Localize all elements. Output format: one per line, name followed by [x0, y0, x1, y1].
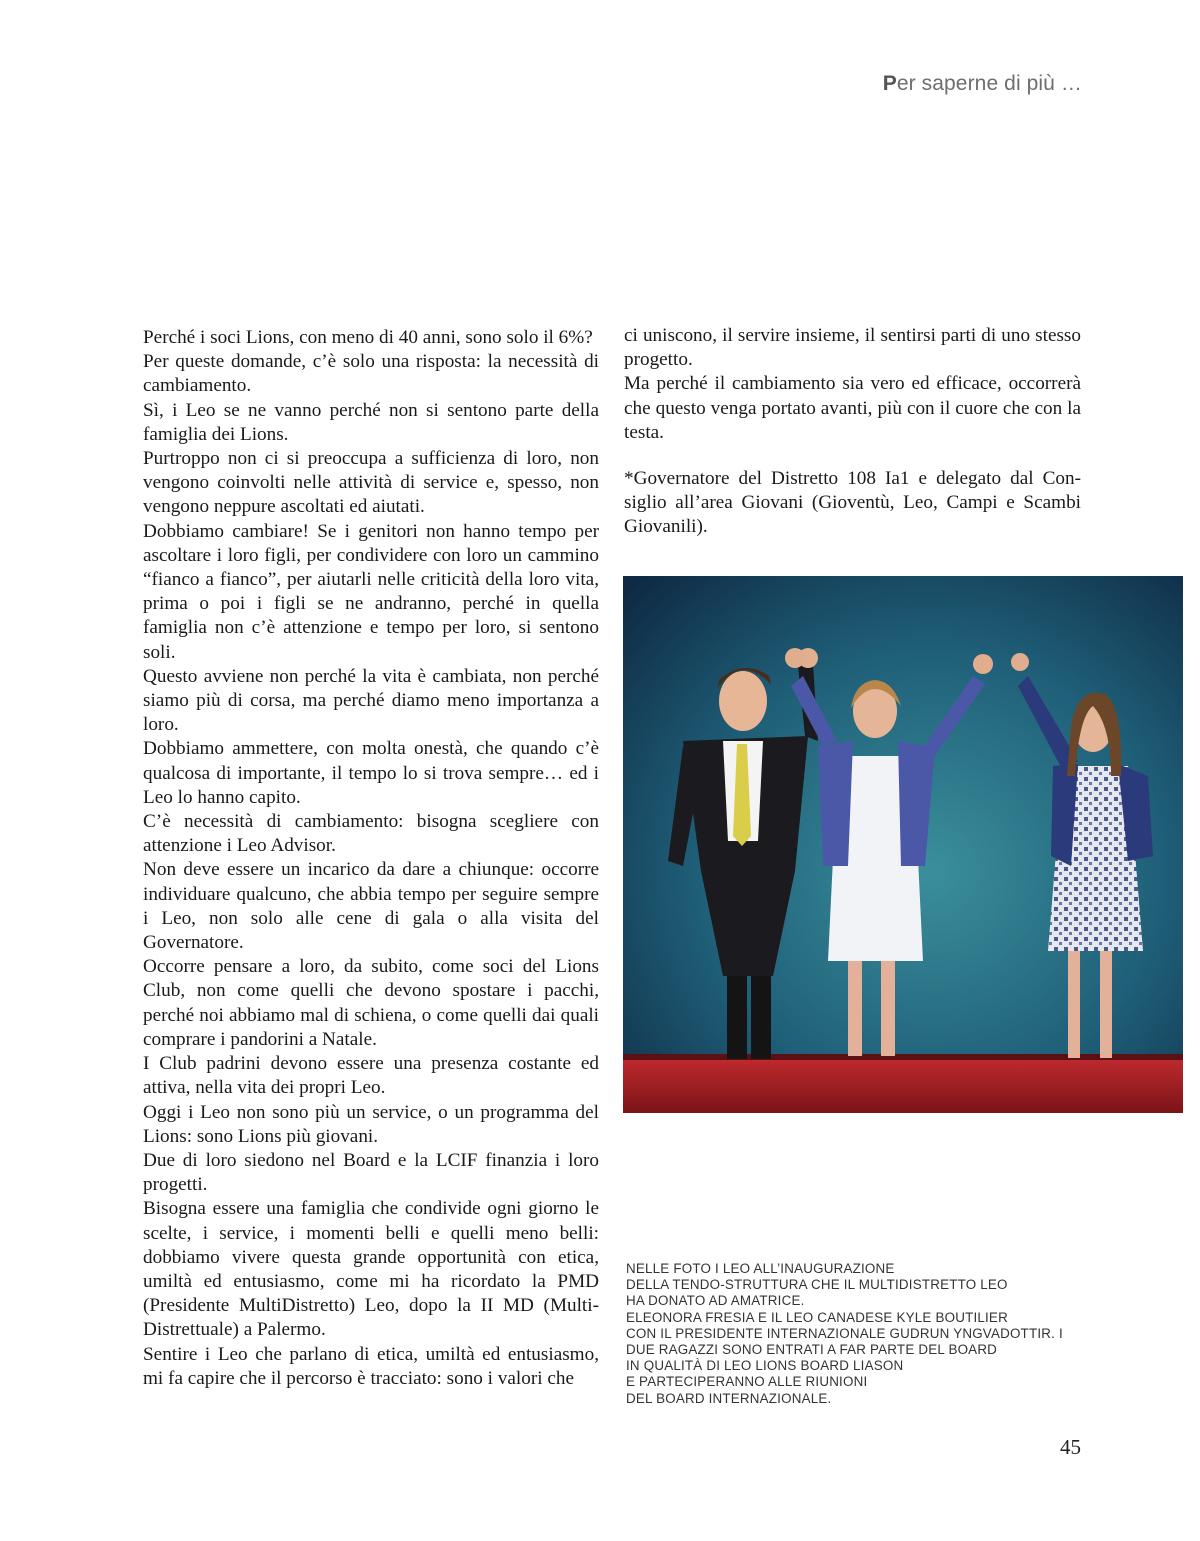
- running-header-text: er saperne di più …: [896, 72, 1082, 95]
- article-paragraph: Per queste domande, c’è solo una risposta: la necessità di cambiamento.: [143, 351, 599, 397]
- article-paragraph: Purtroppo non ci si preoccupa a sufficienza di loro, non vengono coinvolti nelle attività di service e, spesso, non vengono neppure ascoltati ed aiutati.: [143, 448, 599, 518]
- article-paragraph: Bisogna essere una famiglia che condivide ogni giorno le scelte, i service, i momenti belli e quelli meno belli: dobbiamo vivere questa grande opportunità con etica, umiltà ed entusiasmo, come mi ha ricordato la PMD (Presidente MultiDistretto) Leo, dopo la II MD (MultiDistrettuale) a Palermo.: [143, 1198, 599, 1341]
- paragraph-spacer: [624, 445, 1081, 467]
- page-number: 45: [1060, 1435, 1081, 1459]
- article-paragraph: Due di loro siedono nel Board e la LCIF finanzia i loro progetti.: [143, 1149, 599, 1196]
- article-paragraph: Questo avviene non perché la vita è cambiata, non perché siamo più di corsa, ma perché diamo meno importanza a loro.: [143, 665, 599, 736]
- photo-caption: [626, 1261, 1096, 1407]
- caption-line: E PARTECIPERANNO ALLE RIUNIONI: [626, 1374, 868, 1390]
- caption-line: IN QUALITÀ DI LEO LIONS BOARD LIASON: [626, 1358, 904, 1374]
- article-paragraph: Oggi i Leo non sono più un service, o un programma del Lions: sono Lions più giovani.: [143, 1101, 599, 1147]
- photo-stage: [623, 1058, 1183, 1113]
- photo-leo-on-stage: [623, 576, 1183, 1113]
- article-paragraph: I Club padrini devono essere una presenza costante ed attiva, nella vita dei propri Leo.: [143, 1053, 599, 1099]
- caption-line: DEL BOARD INTERNAZIONALE.: [626, 1390, 832, 1406]
- article-left-column: [143, 326, 599, 1391]
- article-paragraph: Ma perché il cambiamento sia vero ed efficace, occorrerà che questo venga portato avanti, più con il cuore che con la testa.: [624, 373, 1081, 443]
- caption-line: ELEONORA FRESIA E IL LEO CANADESE KYLE BOUTILIER: [626, 1309, 1008, 1325]
- caption-line: HA DONATO AD AMATRICE.: [626, 1293, 805, 1309]
- article-paragraph: Dobbiamo ammettere, con molta onestà, che quando c’è qualcosa di importante, il tempo lo si trova sempre… ed i Leo lo hanno capito.: [143, 738, 599, 808]
- running-header-initial: P: [882, 72, 897, 95]
- caption-line: DELLA TENDO-STRUTTURA CHE IL MULTIDISTRETTO LEO: [626, 1277, 1008, 1293]
- article-paragraph: Sentire i Leo che parlano di etica, umiltà ed entusiasmo, mi fa capire che il percorso è tracciato: sono i valori che: [143, 1343, 599, 1389]
- article-paragraph: Perché i soci Lions, con meno di 40 anni, sono solo il 6%?: [143, 327, 593, 348]
- article-right-column: [624, 324, 1081, 540]
- article-paragraph: ci uniscono, il servire insieme, il sentirsi parti di uno stesso progetto.: [624, 325, 1081, 371]
- running-header: [883, 72, 1082, 96]
- author-footnote: *Governatore del Distretto 108 Ia1 e delegato dal Consiglio all’area Giovani (Gioventù, Leo, Campi e Scambi Giovanili).: [624, 468, 1081, 538]
- article-paragraph: Dobbiamo cambiare! Se i genitori non hanno tempo per ascoltare i loro figli, per condividere con loro un cammino “fianco a fianco”, per aiutarli nelle criticità della loro vita, prima o poi i figli se ne andranno, perché in quella famiglia non c’è attenzione e tempo per loro, si sentono soli.: [143, 520, 599, 663]
- article-paragraph: Sì, i Leo se ne vanno perché non si sentono parte della famiglia dei Lions.: [143, 399, 599, 445]
- article-paragraph: C’è necessità di cambiamento: bisogna scegliere con attenzione i Leo Advisor.: [143, 811, 599, 857]
- caption-line: NELLE FOTO I LEO ALL’INAUGURAZIONE: [626, 1261, 895, 1276]
- caption-line: DUE RAGAZZI SONO ENTRATI A FAR PARTE DEL BOARD: [626, 1342, 998, 1358]
- article-paragraph: Non deve essere un incarico da dare a chiunque: occorre individuare qualcuno, che abbia tempo per seguire sempre i Leo, non solo alle cene di gala o alla visita del Governatore.: [143, 859, 599, 954]
- article-paragraph: Occorre pensare a loro, da subito, come soci del Lions Club, non come quelli che devono spostare i pacchi, perché noi abbiamo mal di schiena, o come quelli dai quali comprare i pandorini a Natale.: [143, 956, 599, 1050]
- caption-line: CON IL PRESIDENTE INTERNAZIONALE GUDRUN YNGVADOTTIR. I: [626, 1325, 1063, 1341]
